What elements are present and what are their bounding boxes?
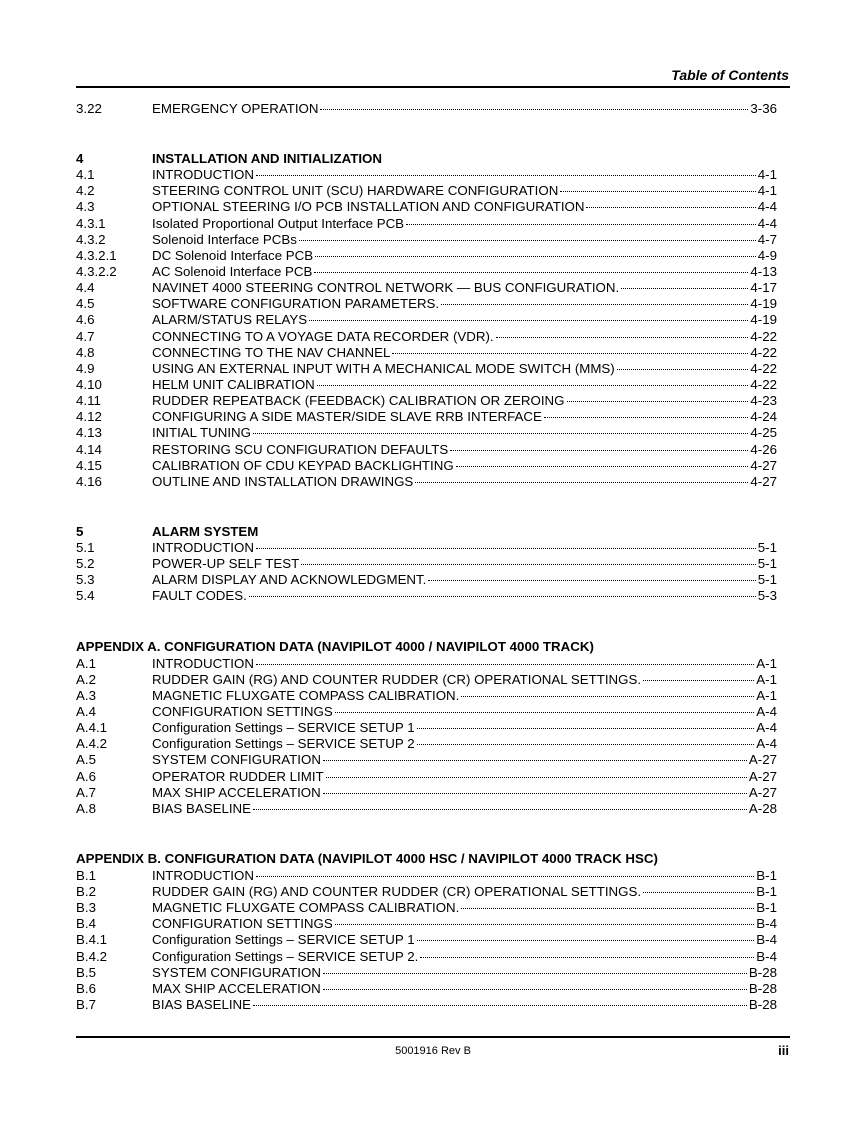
- section-heading-number: 5: [76, 523, 84, 539]
- dot-leader: [450, 446, 748, 451]
- toc-entry-title: AC Solenoid Interface PCB: [152, 263, 313, 279]
- toc-entry-page: 4-4: [757, 215, 777, 231]
- toc-entry-number: A.1: [76, 655, 96, 671]
- dot-leader: [406, 220, 756, 225]
- toc-entry-number: 5.1: [76, 539, 95, 555]
- section-spacer: [76, 490, 777, 524]
- toc-entry-title: ALARM/STATUS RELAYS: [152, 312, 308, 328]
- dot-leader: [335, 920, 755, 925]
- toc-entry-page: B-28: [748, 997, 777, 1013]
- dot-leader: [544, 413, 749, 418]
- toc-entry-page: 4-25: [750, 425, 777, 441]
- toc-entry-number: 4.7: [76, 328, 95, 344]
- toc-entry-number: 4.3.2.2: [76, 263, 117, 279]
- section-spacer: [76, 605, 777, 639]
- toc-entry[interactable]: [76, 572, 777, 588]
- toc-entry-page: A-27: [748, 784, 777, 800]
- toc-entry-title: ALARM DISPLAY AND ACKNOWLEDGMENT.: [152, 572, 427, 588]
- dot-leader: [621, 284, 748, 289]
- toc-entry[interactable]: [76, 377, 777, 393]
- toc-entry-page: 4-9: [757, 247, 777, 263]
- toc-entry-title: DC Solenoid Interface PCB: [152, 247, 314, 263]
- toc-entry[interactable]: [76, 296, 777, 312]
- toc-entry-title: SOFTWARE CONFIGURATION PARAMETERS.: [152, 296, 440, 312]
- toc-entry-number: B.6: [76, 980, 96, 996]
- dot-leader: [417, 740, 755, 745]
- toc-entry-title: MAX SHIP ACCELERATION: [152, 784, 321, 800]
- toc-entry-title: RUDDER REPEATBACK (FEEDBACK) CALIBRATION OR ZEROING: [152, 393, 565, 409]
- toc-entry-number: 4.9: [76, 360, 95, 376]
- toc-entry-page: B-4: [756, 916, 777, 932]
- dot-leader: [456, 462, 749, 467]
- document-number: 5001916 Rev B: [395, 1045, 471, 1057]
- toc-entry[interactable]: [76, 458, 777, 474]
- toc-entry-page: A-4: [756, 736, 777, 752]
- section-heading-number: 4: [76, 151, 84, 167]
- toc-entry[interactable]: [76, 981, 777, 997]
- toc-entry-title: FAULT CODES.: [152, 588, 247, 604]
- toc-entry-title: POWER-UP SELF TEST: [152, 556, 300, 572]
- toc-entry-page: 4-13: [750, 263, 777, 279]
- toc-entry-page: B-1: [756, 867, 777, 883]
- toc-entry-page: B-4: [756, 932, 777, 948]
- dot-leader: [323, 789, 747, 794]
- toc-entry[interactable]: [76, 785, 777, 801]
- toc-entry-title: Configuration Settings – SERVICE SETUP 1: [152, 932, 415, 948]
- footer-rule: [76, 1036, 790, 1038]
- dot-leader: [253, 429, 748, 434]
- dot-leader: [392, 349, 748, 354]
- toc-entry-page: 5-1: [757, 572, 777, 588]
- toc-entry[interactable]: [76, 916, 777, 932]
- toc-entry-title: CALIBRATION OF CDU KEYPAD BACKLIGHTING: [152, 457, 454, 473]
- toc-entry[interactable]: [76, 656, 777, 672]
- dot-leader: [417, 936, 755, 941]
- toc-entry-page: 4-19: [750, 312, 777, 328]
- toc-entry[interactable]: [76, 932, 777, 948]
- toc-entry-page: B-4: [756, 948, 777, 964]
- toc-entry-title: CONNECTING TO A VOYAGE DATA RECORDER (VDR).: [152, 328, 494, 344]
- section-heading: [76, 151, 777, 167]
- toc-entry[interactable]: [76, 329, 777, 345]
- section-heading: [76, 524, 777, 540]
- toc-entry-page: A-1: [756, 655, 777, 671]
- toc-entry-title: MAX SHIP ACCELERATION: [152, 980, 321, 996]
- toc-entry-title: Solenoid Interface PCBs: [152, 231, 297, 247]
- toc-entry-page: 5-1: [757, 539, 777, 555]
- dot-leader: [315, 252, 756, 257]
- toc-entry-title: BIAS BASELINE: [152, 997, 252, 1013]
- toc-entry-number: B.5: [76, 964, 96, 980]
- toc-entry-page: 4-23: [750, 393, 777, 409]
- toc-entry-number: A.6: [76, 768, 96, 784]
- toc-entry[interactable]: [76, 704, 777, 720]
- toc-entry-number: A.2: [76, 671, 96, 687]
- dot-leader: [253, 1001, 747, 1006]
- dot-leader: [461, 904, 754, 909]
- toc-entry-number: B.4: [76, 916, 96, 932]
- toc-entry-page: 4-7: [757, 231, 777, 247]
- toc-entry-title: CONNECTING TO THE NAV CHANNEL: [152, 344, 391, 360]
- dot-leader: [309, 316, 748, 321]
- toc-entry-title: RESTORING SCU CONFIGURATION DEFAULTS: [152, 441, 449, 457]
- toc-entry-page: A-1: [756, 687, 777, 703]
- toc-entry-number: 4.11: [76, 393, 101, 409]
- toc-entry[interactable]: [76, 801, 777, 817]
- dot-leader: [560, 187, 755, 192]
- toc-entry-number: B.2: [76, 884, 96, 900]
- dot-leader: [323, 985, 747, 990]
- toc-entry[interactable]: [76, 540, 777, 556]
- toc-entry-number: 5.4: [76, 588, 95, 604]
- toc-entry-page: 5-1: [757, 556, 777, 572]
- toc-entry-number: A.4: [76, 703, 96, 719]
- toc-entry[interactable]: [76, 199, 777, 215]
- toc-entry-title: SYSTEM CONFIGURATION: [152, 964, 321, 980]
- toc-entry[interactable]: [76, 720, 777, 736]
- dot-leader: [415, 478, 748, 483]
- dot-leader: [256, 872, 754, 877]
- toc-section: [76, 605, 777, 817]
- toc-entry-title: STEERING CONTROL UNIT (SCU) HARDWARE CONFIGURATION: [152, 183, 559, 199]
- toc-entry[interactable]: [76, 884, 777, 900]
- toc-entry-title: USING AN EXTERNAL INPUT WITH A MECHANICAL MODE SWITCH (MMS): [152, 360, 615, 376]
- toc-entry[interactable]: [76, 736, 777, 752]
- toc-entry-number: B.1: [76, 867, 96, 883]
- dot-leader: [256, 544, 756, 549]
- toc-entry-page: A-4: [756, 720, 777, 736]
- toc-entry-number: 4.8: [76, 344, 95, 360]
- toc-entry-number: 4.5: [76, 296, 95, 312]
- section-heading-title: ALARM SYSTEM: [152, 523, 259, 539]
- toc-entry-page: 4-1: [757, 183, 777, 199]
- toc-entry-title: HELM UNIT CALIBRATION: [152, 376, 315, 392]
- toc-entry-page: 4-1: [757, 167, 777, 183]
- toc-entry-title: INTRODUCTION: [152, 655, 254, 671]
- dot-leader: [461, 692, 754, 697]
- dot-leader: [323, 756, 747, 761]
- toc-entry[interactable]: [76, 949, 777, 965]
- toc-entry[interactable]: [76, 769, 777, 785]
- toc-entry-number: 4.14: [76, 441, 102, 457]
- toc-entry-page: 4-22: [750, 360, 777, 376]
- toc-entry-number: 4.4: [76, 280, 95, 296]
- toc-entry-title: INTRODUCTION: [152, 867, 254, 883]
- toc-entry-number: A.8: [76, 800, 96, 816]
- toc-entry-page: 4-24: [750, 409, 777, 425]
- toc-section: [76, 817, 777, 1013]
- toc-entry-page: 4-19: [750, 296, 777, 312]
- toc-entry-number: A.7: [76, 784, 96, 800]
- toc-section: [76, 117, 777, 490]
- toc-entry-page: A-28: [748, 800, 777, 816]
- toc-entry[interactable]: [76, 264, 777, 280]
- dot-leader: [299, 236, 756, 241]
- toc-entry-title: MAGNETIC FLUXGATE COMPASS CALIBRATION.: [152, 687, 460, 703]
- dot-leader: [428, 576, 755, 581]
- toc-entry[interactable]: [76, 588, 777, 604]
- toc-entry-title: CONFIGURATION SETTINGS: [152, 916, 333, 932]
- dot-leader: [496, 333, 749, 338]
- dot-leader: [586, 203, 755, 208]
- toc-entry-number: 4.12: [76, 409, 102, 425]
- toc-entry-page: B-1: [756, 884, 777, 900]
- toc-entry-page: A-27: [748, 768, 777, 784]
- toc-entry[interactable]: [76, 688, 777, 704]
- toc-entry[interactable]: [76, 868, 777, 884]
- toc-entry-page: B-28: [748, 980, 777, 996]
- toc-entry-title: OPERATOR RUDDER LIMIT: [152, 768, 324, 784]
- toc-entry-title: INTRODUCTION: [152, 167, 254, 183]
- dot-leader: [441, 300, 748, 305]
- dot-leader: [643, 676, 754, 681]
- toc-entry[interactable]: [76, 101, 777, 117]
- dot-leader: [256, 660, 754, 665]
- toc-entry[interactable]: [76, 409, 777, 425]
- toc-entry-title: BIAS BASELINE: [152, 800, 252, 816]
- toc-entry[interactable]: [76, 442, 777, 458]
- toc-entry-number: A.4.2: [76, 736, 108, 752]
- toc-entry-page: 4-27: [750, 457, 777, 473]
- toc-entry-page: A-27: [748, 752, 777, 768]
- toc-entry-title: CONFIGURATION SETTINGS: [152, 703, 333, 719]
- toc-entry-title: NAVINET 4000 STEERING CONTROL NETWORK — BUS CONFIGURATION.: [152, 280, 620, 296]
- dot-leader: [335, 708, 755, 713]
- toc-entry-number: 4.3.2: [76, 231, 106, 247]
- dot-leader: [643, 888, 754, 893]
- toc-entry-number: 4.10: [76, 376, 102, 392]
- toc-entry-page: 3-36: [750, 101, 777, 116]
- toc-entry[interactable]: [76, 167, 777, 183]
- toc-section: [76, 101, 777, 117]
- toc-entry-page: 4-4: [757, 199, 777, 215]
- dot-leader: [420, 953, 754, 958]
- toc-entry-number: B.4.2: [76, 948, 108, 964]
- toc-entry-number: B.7: [76, 997, 96, 1013]
- dot-leader: [249, 592, 756, 597]
- toc-entry-number: 4.1: [76, 167, 95, 183]
- toc-entry-page: 5-3: [757, 588, 777, 604]
- toc-entry-number: 4.2: [76, 183, 95, 199]
- toc-entry-number: 4.6: [76, 312, 95, 328]
- toc-entry-title: MAGNETIC FLUXGATE COMPASS CALIBRATION.: [152, 900, 460, 916]
- toc-entry-number: 5.2: [76, 556, 95, 572]
- toc-entry-number: 5.3: [76, 572, 95, 588]
- toc-entry[interactable]: [76, 556, 777, 572]
- toc-entry-title: Configuration Settings – SERVICE SETUP 2.: [152, 948, 419, 964]
- toc-entry-number: 3.22: [76, 101, 102, 116]
- toc-entry-title: EMERGENCY OPERATION: [152, 101, 319, 116]
- toc-entry-page: 4-26: [750, 441, 777, 457]
- appendix-heading: APPENDIX B. CONFIGURATION DATA (NAVIPILOT 4000 HSC / NAVIPILOT 4000 TRACK HSC): [76, 850, 658, 866]
- toc-entry-page: A-4: [756, 703, 777, 719]
- dot-leader: [617, 365, 749, 370]
- toc-entry-title: SYSTEM CONFIGURATION: [152, 752, 321, 768]
- toc-entry[interactable]: [76, 345, 777, 361]
- toc-entry-title: CONFIGURING A SIDE MASTER/SIDE SLAVE RRB INTERFACE: [152, 409, 542, 425]
- toc-entry-page: B-1: [756, 900, 777, 916]
- page-header-title: Table of Contents: [671, 67, 789, 83]
- toc-entry[interactable]: [76, 248, 777, 264]
- toc-entry-number: 4.13: [76, 425, 102, 441]
- toc-entry-number: 4.3: [76, 199, 95, 215]
- dot-leader: [253, 805, 747, 810]
- toc-entry-title: Configuration Settings – SERVICE SETUP 2: [152, 736, 415, 752]
- toc-entry-title: INITIAL TUNING: [152, 425, 251, 441]
- toc-entry-page: 4-27: [750, 473, 777, 489]
- page-number: iii: [778, 1043, 789, 1058]
- toc-entry-page: B-28: [748, 964, 777, 980]
- toc-entry[interactable]: [76, 425, 777, 441]
- dot-leader: [314, 268, 748, 273]
- section-heading-title: INSTALLATION AND INITIALIZATION: [152, 151, 382, 167]
- toc-entry[interactable]: [76, 216, 777, 232]
- toc-entry-title: RUDDER GAIN (RG) AND COUNTER RUDDER (CR) OPERATIONAL SETTINGS.: [152, 671, 642, 687]
- appendix-heading: APPENDIX A. CONFIGURATION DATA (NAVIPILOT 4000 / NAVIPILOT 4000 TRACK): [76, 638, 594, 654]
- toc-entry[interactable]: [76, 232, 777, 248]
- toc-entry[interactable]: [76, 672, 777, 688]
- toc-entry-number: 4.3.1: [76, 215, 106, 231]
- toc-entry-number: B.3: [76, 900, 96, 916]
- dot-leader: [301, 560, 756, 565]
- toc-entry-title: RUDDER GAIN (RG) AND COUNTER RUDDER (CR) OPERATIONAL SETTINGS.: [152, 884, 642, 900]
- toc-entry-title: OUTLINE AND INSTALLATION DRAWINGS: [152, 473, 414, 489]
- toc-entry-number: A.4.1: [76, 720, 108, 736]
- toc-entry[interactable]: [76, 752, 777, 768]
- toc-entry-number: A.5: [76, 752, 96, 768]
- toc-entry-title: Isolated Proportional Output Interface PCB: [152, 215, 405, 231]
- toc-entry-page: 4-22: [750, 376, 777, 392]
- toc-entry[interactable]: [76, 474, 777, 490]
- toc-entry-number: 4.16: [76, 473, 102, 489]
- toc-entry-number: A.3: [76, 687, 96, 703]
- dot-leader: [567, 397, 749, 402]
- header-rule: [76, 86, 790, 88]
- toc-entry-page: 4-22: [750, 344, 777, 360]
- toc-entry-title: OPTIONAL STEERING I/O PCB INSTALLATION AND CONFIGURATION: [152, 199, 585, 215]
- toc-entry-number: 4.3.2.1: [76, 247, 117, 263]
- toc-entry-page: 4-22: [750, 328, 777, 344]
- toc-entry-page: 4-17: [750, 280, 777, 296]
- toc-entry-page: A-1: [756, 671, 777, 687]
- dot-leader: [256, 171, 756, 176]
- toc-entry-number: B.4.1: [76, 932, 108, 948]
- dot-leader: [317, 381, 749, 386]
- toc-entry[interactable]: [76, 900, 777, 916]
- toc-entry[interactable]: [76, 393, 777, 409]
- toc-entry[interactable]: [76, 183, 777, 199]
- dot-leader: [326, 773, 747, 778]
- toc-entry-number: 4.15: [76, 457, 102, 473]
- toc-section: [76, 490, 777, 605]
- toc-entry-title: Configuration Settings – SERVICE SETUP 1: [152, 720, 415, 736]
- toc-entry[interactable]: [76, 312, 777, 328]
- dot-leader: [320, 105, 748, 110]
- section-spacer: [76, 817, 777, 851]
- table-of-contents: [76, 101, 777, 1013]
- section-spacer: [76, 117, 777, 151]
- dot-leader: [417, 724, 755, 729]
- toc-entry[interactable]: [76, 965, 777, 981]
- dot-leader: [323, 969, 747, 974]
- toc-entry[interactable]: [76, 280, 777, 296]
- toc-entry-title: INTRODUCTION: [152, 539, 254, 555]
- toc-entry[interactable]: [76, 997, 777, 1013]
- toc-entry[interactable]: [76, 361, 777, 377]
